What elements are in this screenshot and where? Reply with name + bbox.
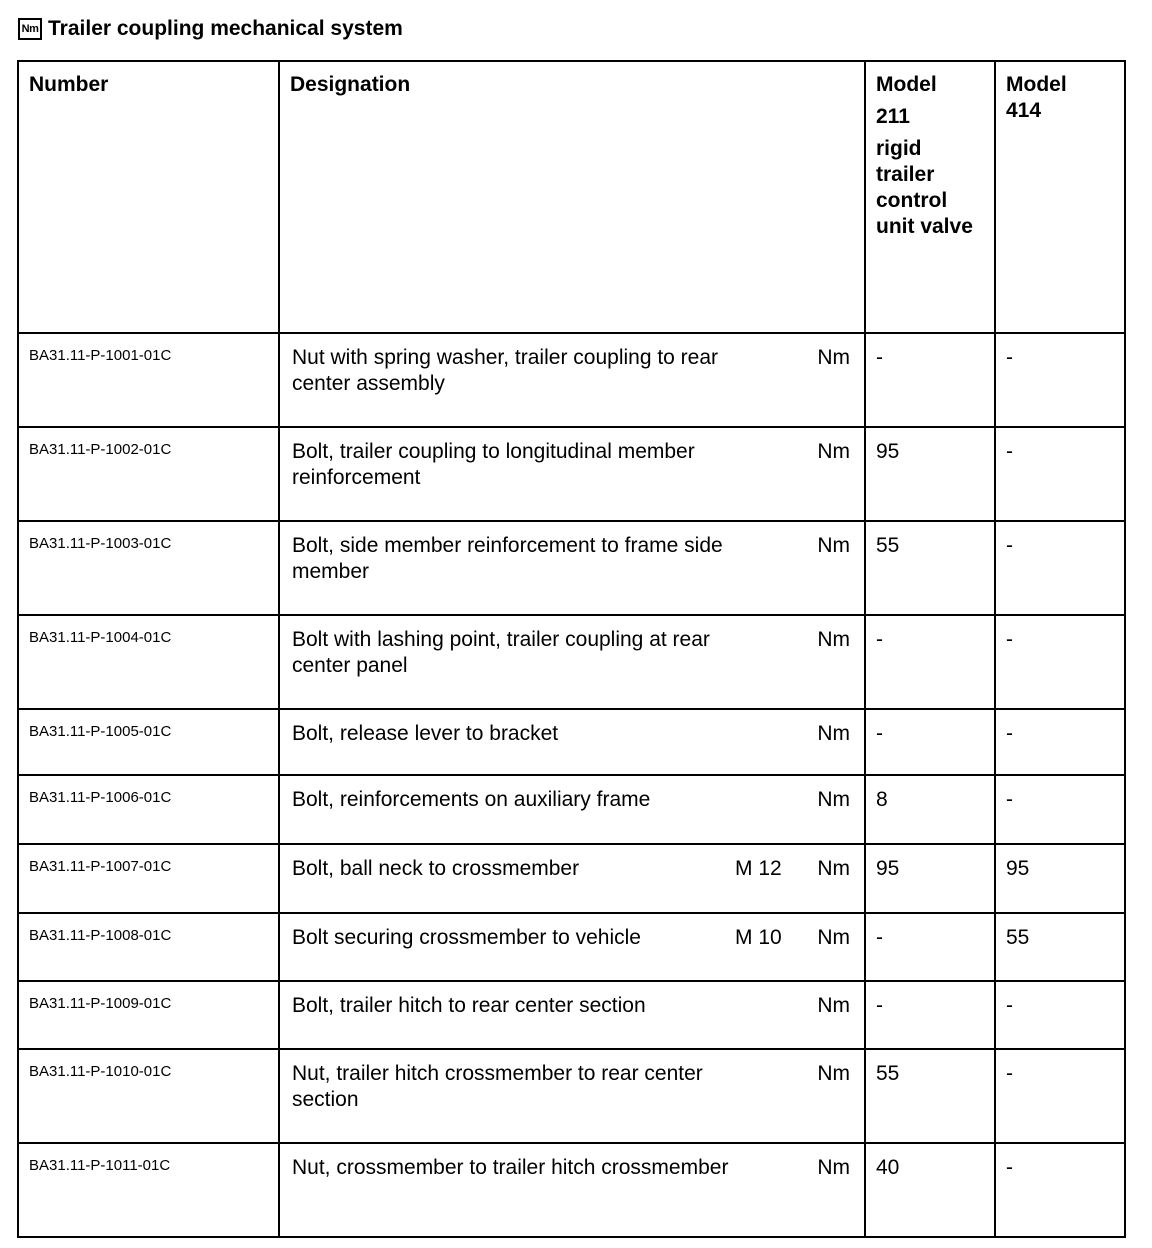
designation-cell [279, 913, 865, 981]
model-b-value-cell [995, 981, 1125, 1049]
model-a-value: 8 [876, 788, 888, 811]
designation-cell [279, 1143, 865, 1237]
header-row [18, 61, 1125, 333]
table-row [18, 981, 1125, 1049]
model-a-value: 40 [876, 1156, 900, 1179]
model-a-value: - [876, 346, 883, 369]
part-number: BA31.11-P-1007-01C [29, 858, 172, 875]
model-b-value: - [1006, 1156, 1013, 1179]
header-model-a-line: unit valve [876, 215, 973, 238]
model-a-value: 55 [876, 1062, 900, 1085]
model-b-value-cell [995, 709, 1125, 775]
model-a-value-cell [865, 709, 995, 775]
header-number: Number [29, 73, 109, 96]
table-row [18, 913, 1125, 981]
thread-size: M 10 [735, 926, 782, 949]
part-number: BA31.11-P-1006-01C [29, 789, 172, 806]
model-b-value-cell [995, 427, 1125, 521]
designation: Bolt with lashing point, trailer coupling at rear center panel [292, 628, 710, 677]
header-model-a-cell [865, 61, 995, 333]
table-row [18, 521, 1125, 615]
designation-cell [279, 981, 865, 1049]
document-title [18, 14, 403, 44]
designation-cell [279, 333, 865, 427]
header-model-b [996, 62, 1124, 124]
designation: Bolt, ball neck to crossmember [292, 857, 580, 880]
designation: Nut, trailer hitch crossmember to rear center section [292, 1062, 703, 1111]
model-a-value-cell [865, 844, 995, 913]
part-number: BA31.11-P-1008-01C [29, 927, 172, 944]
torque-unit: Nm [817, 722, 850, 745]
model-b-value: - [1006, 722, 1013, 745]
table-row [18, 1143, 1125, 1237]
model-a-value-cell [865, 521, 995, 615]
model-b-value-cell [995, 1143, 1125, 1237]
table-row [18, 1049, 1125, 1143]
header-model-a-line: 211 [876, 105, 910, 128]
table-row [18, 844, 1125, 913]
part-number: BA31.11-P-1001-01C [29, 347, 172, 364]
number-cell [18, 981, 279, 1049]
torque-unit: Nm [817, 926, 850, 949]
model-a-value-cell [865, 913, 995, 981]
model-a-value: 95 [876, 440, 900, 463]
model-a-value: - [876, 722, 883, 745]
model-a-value: - [876, 926, 883, 949]
designation-cell [279, 709, 865, 775]
table-row [18, 427, 1125, 521]
torque-unit: Nm [817, 994, 850, 1017]
number-cell [18, 775, 279, 844]
model-b-value: 55 [1006, 926, 1030, 949]
designation: Nut with spring washer, trailer coupling to rear center assembly [292, 346, 719, 395]
title-text: Trailer coupling mechanical system [48, 17, 403, 40]
torque-unit: Nm [817, 857, 850, 880]
model-a-value: 55 [876, 534, 900, 557]
model-b-value: - [1006, 788, 1013, 811]
model-b-value-cell [995, 615, 1125, 709]
part-number: BA31.11-P-1009-01C [29, 995, 172, 1012]
model-b-value-cell [995, 913, 1125, 981]
model-a-value-cell [865, 615, 995, 709]
header-model-a-line: trailer [876, 163, 935, 186]
header-model-a-line: Model [876, 73, 937, 96]
torque-unit: Nm [817, 1062, 850, 1085]
designation-cell [279, 1049, 865, 1143]
model-a-value: - [876, 994, 883, 1017]
part-number: BA31.11-P-1010-01C [29, 1063, 172, 1080]
designation-cell [279, 615, 865, 709]
torque-nm-icon: Nm [18, 18, 42, 40]
designation: Nut, crossmember to trailer hitch crossmember [292, 1156, 729, 1179]
designation-cell [279, 427, 865, 521]
designation: Bolt securing crossmember to vehicle [292, 926, 641, 949]
table-row [18, 775, 1125, 844]
part-number: BA31.11-P-1002-01C [29, 441, 172, 458]
designation: Bolt, side member reinforcement to frame side member [292, 534, 723, 583]
part-number: BA31.11-P-1004-01C [29, 629, 172, 646]
torque-unit: Nm [817, 1156, 850, 1179]
header-model-b-cell [995, 61, 1125, 333]
number-cell [18, 844, 279, 913]
model-b-value: - [1006, 994, 1013, 1017]
torque-unit: Nm [817, 440, 850, 463]
model-b-value: 95 [1006, 857, 1030, 880]
part-number: BA31.11-P-1011-01C [29, 1157, 171, 1174]
table-row [18, 709, 1125, 775]
number-cell [18, 615, 279, 709]
header-number-cell [18, 61, 279, 333]
model-a-value: - [876, 628, 883, 651]
header-model-b-line: Model [1006, 73, 1067, 96]
thread-size: M 12 [735, 857, 782, 880]
designation-cell [279, 521, 865, 615]
torque-unit: Nm [817, 346, 850, 369]
model-a-value-cell [865, 333, 995, 427]
model-b-value: - [1006, 346, 1013, 369]
model-b-value: - [1006, 440, 1013, 463]
model-b-value-cell [995, 844, 1125, 913]
model-a-value-cell [865, 427, 995, 521]
table-row [18, 615, 1125, 709]
designation: Bolt, trailer coupling to longitudinal member reinforcement [292, 440, 695, 489]
model-a-value-cell [865, 1143, 995, 1237]
torque-spec-table [17, 60, 1126, 1238]
header-designation: Designation [290, 73, 411, 96]
model-a-value-cell [865, 775, 995, 844]
torque-unit: Nm [817, 534, 850, 557]
header-model-a [866, 62, 994, 240]
model-b-value-cell [995, 521, 1125, 615]
number-cell [18, 521, 279, 615]
torque-unit: Nm [817, 788, 850, 811]
header-model-b-line: 414 [1006, 99, 1042, 122]
header-model-a-line: control [876, 189, 948, 212]
model-b-value: - [1006, 1062, 1013, 1085]
model-b-value-cell [995, 775, 1125, 844]
number-cell [18, 913, 279, 981]
designation: Bolt, reinforcements on auxiliary frame [292, 788, 651, 811]
header-model-a-line: rigid [876, 137, 922, 160]
number-cell [18, 333, 279, 427]
designation: Bolt, trailer hitch to rear center section [292, 994, 646, 1017]
model-b-value: - [1006, 628, 1013, 651]
designation-cell [279, 844, 865, 913]
number-cell [18, 709, 279, 775]
part-number: BA31.11-P-1005-01C [29, 723, 172, 740]
header-designation-cell [279, 61, 865, 333]
model-a-value-cell [865, 1049, 995, 1143]
number-cell [18, 1049, 279, 1143]
torque-unit: Nm [817, 628, 850, 651]
designation: Bolt, release lever to bracket [292, 722, 559, 745]
part-number: BA31.11-P-1003-01C [29, 535, 172, 552]
number-cell [18, 427, 279, 521]
table-row [18, 333, 1125, 427]
model-a-value: 95 [876, 857, 900, 880]
model-b-value-cell [995, 333, 1125, 427]
model-a-value-cell [865, 981, 995, 1049]
number-cell [18, 1143, 279, 1237]
model-b-value: - [1006, 534, 1013, 557]
model-b-value-cell [995, 1049, 1125, 1143]
designation-cell [279, 775, 865, 844]
